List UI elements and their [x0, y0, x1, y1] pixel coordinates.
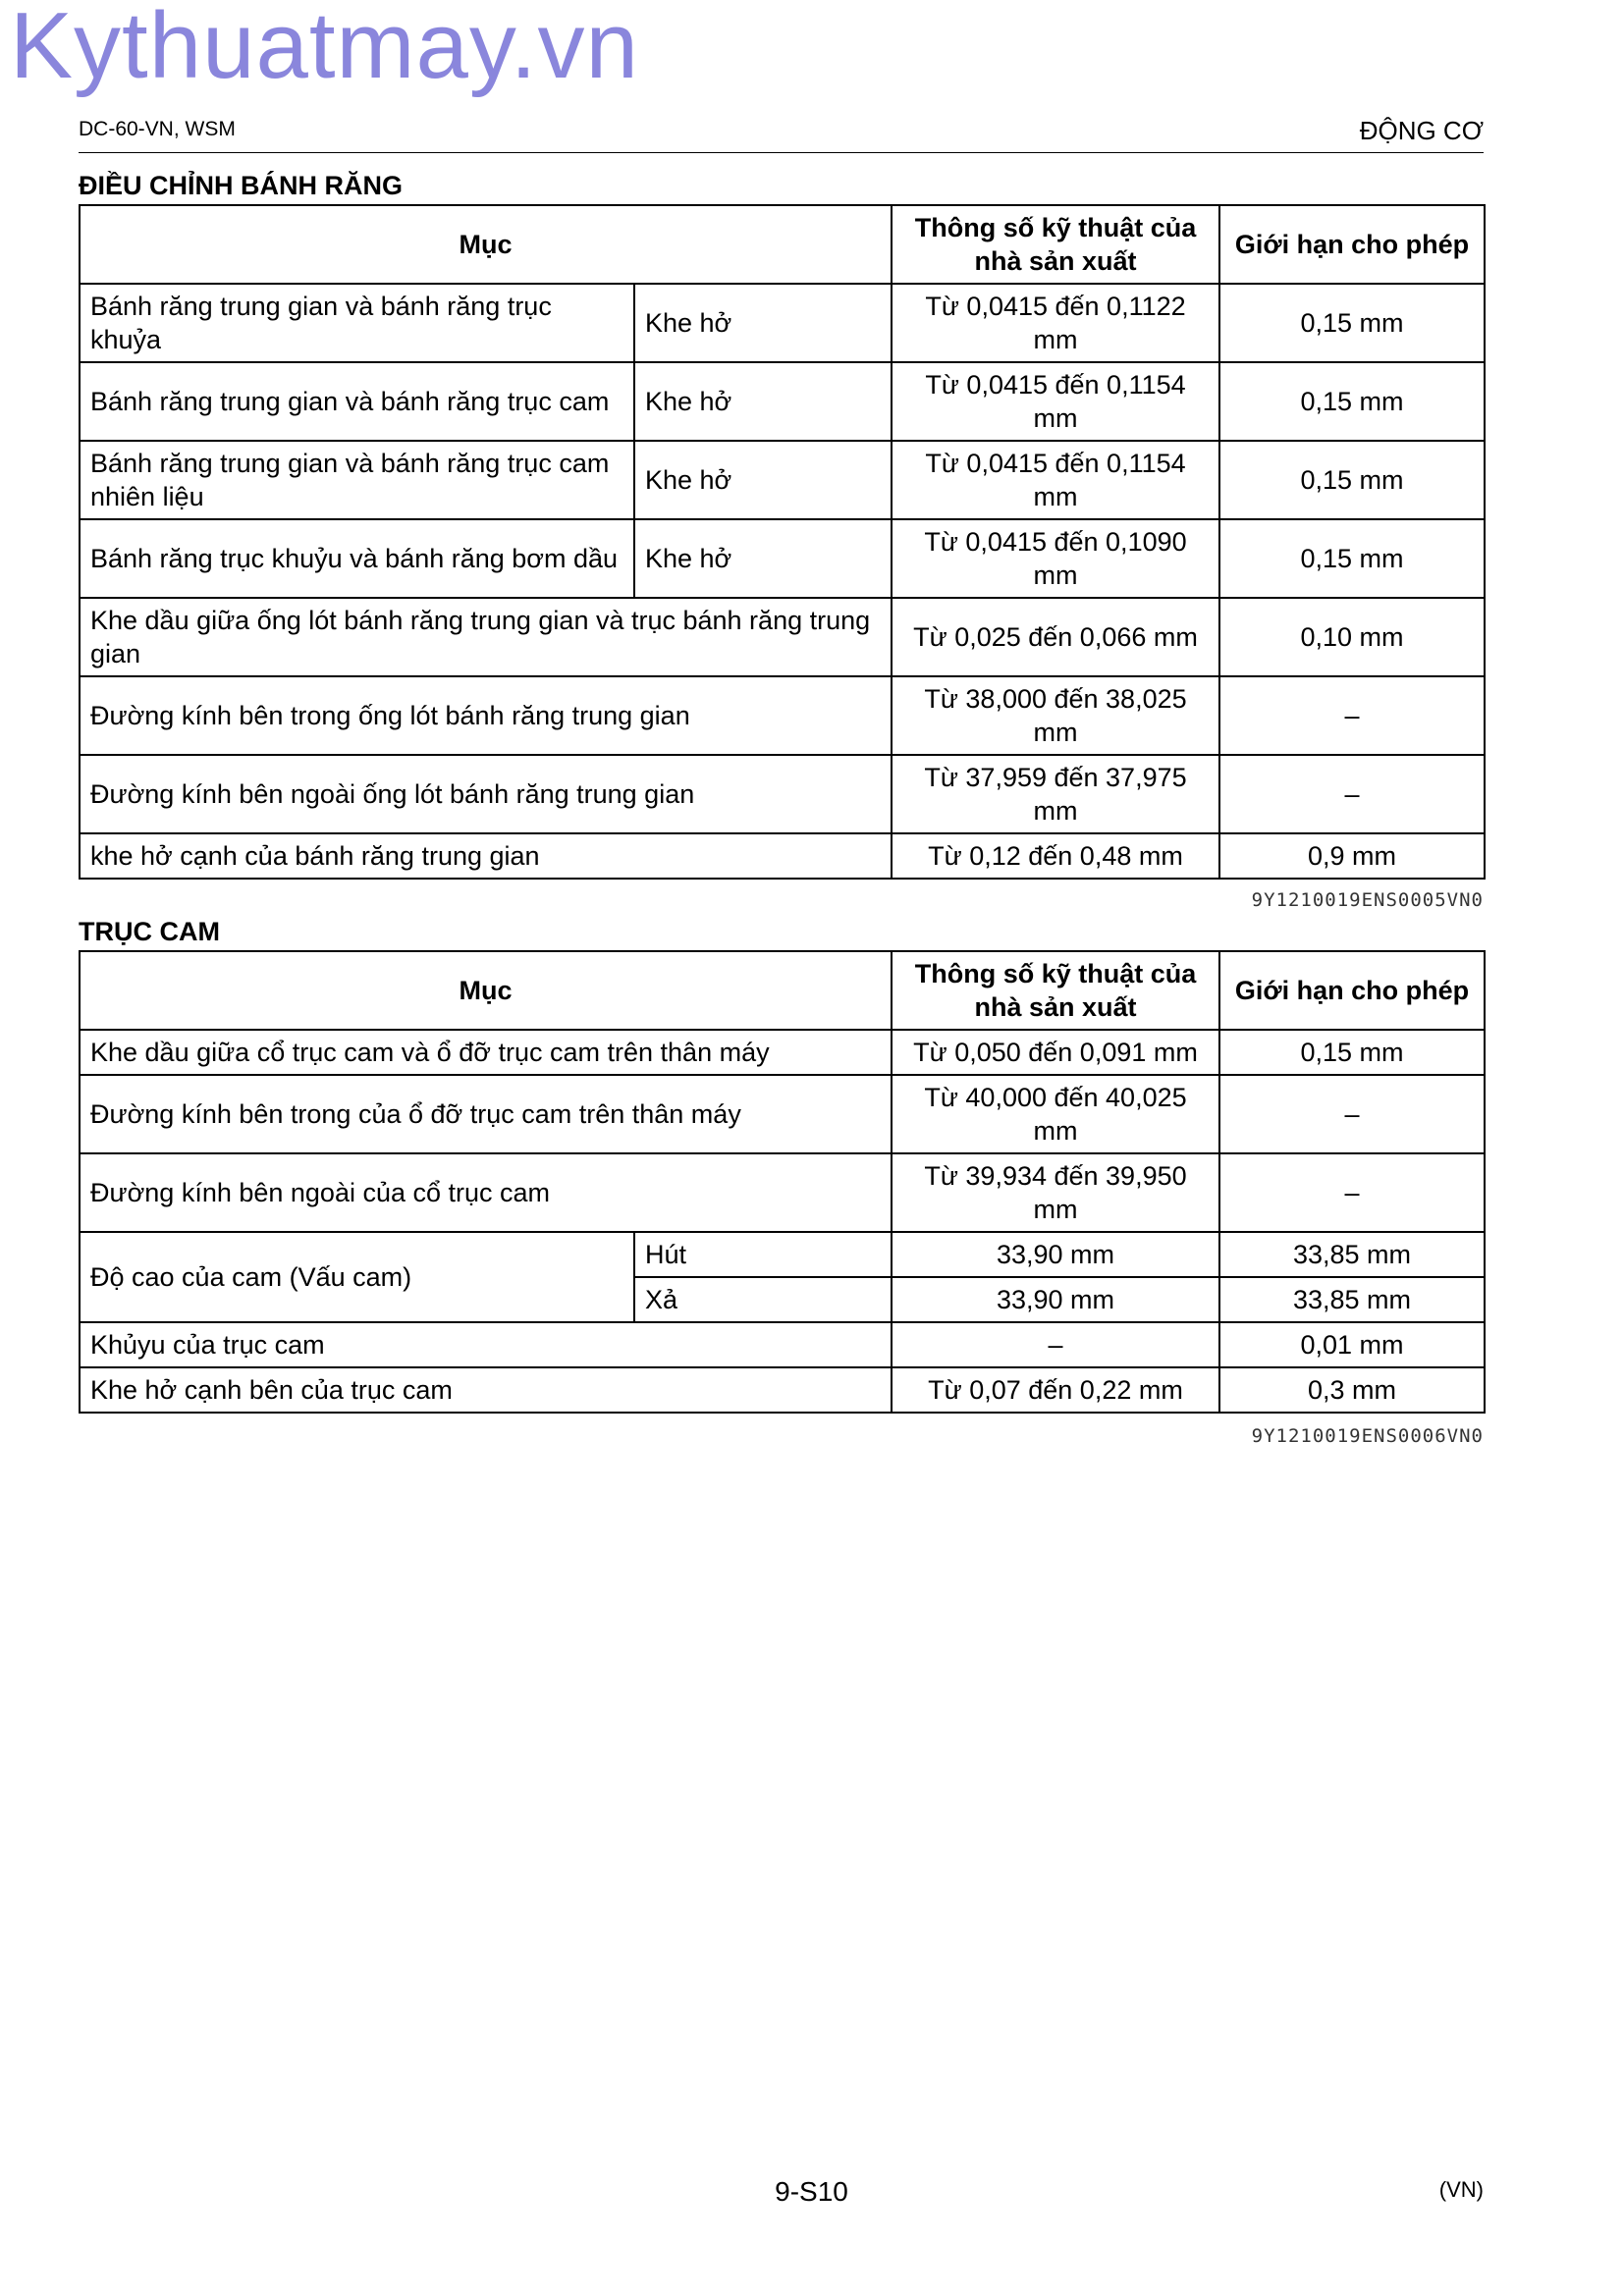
table-row [80, 284, 1485, 362]
row-limit: 0,01 mm [1219, 1322, 1485, 1367]
row-limit: – [1219, 755, 1485, 833]
row-spec: Từ 0,0415 đến 0,1122 mm [892, 284, 1219, 362]
table-row [80, 755, 1485, 833]
col-header-item: Mục [80, 205, 892, 284]
row-spec: Từ 40,000 đến 40,025 mm [892, 1075, 1219, 1153]
table-row [80, 598, 1485, 676]
reference-code: 9Y1210019ENS0006VN0 [1251, 1425, 1484, 1447]
row-item: Bánh răng trung gian và bánh răng trục cam nhiên liệu [80, 441, 634, 519]
row-limit: 0,10 mm [1219, 598, 1485, 676]
col-header-spec: Thông số kỹ thuật của nhà sản xuất [892, 205, 1219, 284]
row-sub: Khe hở [634, 441, 892, 519]
table-row [80, 519, 1485, 598]
language-tag: (VN) [1438, 2177, 1484, 2202]
row-item: Khe hở cạnh bên của trục cam [80, 1367, 892, 1413]
row-spec: 33,90 mm [892, 1277, 1219, 1322]
row-spec: Từ 0,0415 đến 0,1090 mm [892, 519, 1219, 598]
col-header-item: Mục [80, 951, 892, 1030]
page-number: 9-S10 [775, 2176, 848, 2207]
row-spec: Từ 0,050 đến 0,091 mm [892, 1030, 1219, 1075]
row-limit: 0,15 mm [1219, 519, 1485, 598]
row-limit: 0,15 mm [1219, 1030, 1485, 1075]
header-divider [79, 152, 1484, 153]
table-row [80, 1322, 1485, 1367]
row-spec: Từ 0,0415 đến 0,1154 mm [892, 441, 1219, 519]
row-sub: Khe hở [634, 284, 892, 362]
row-item: Bánh răng trục khuỷu và bánh răng bơm dầu [80, 519, 634, 598]
row-spec: – [892, 1322, 1219, 1367]
col-header-limit: Giới hạn cho phép [1219, 951, 1485, 1030]
row-limit: – [1219, 676, 1485, 755]
row-item: Đường kính bên trong ống lót bánh răng trung gian [80, 676, 892, 755]
row-spec: Từ 38,000 đến 38,025 mm [892, 676, 1219, 755]
row-sub: Khe hở [634, 519, 892, 598]
table-row [80, 1075, 1485, 1153]
row-item: Khe dầu giữa ống lót bánh răng trung gian và trục bánh răng trung gian [80, 598, 892, 676]
row-item: Khe dầu giữa cổ trục cam và ổ đỡ trục cam trên thân máy [80, 1030, 892, 1075]
table-row [80, 1030, 1485, 1075]
table-row [80, 1153, 1485, 1232]
row-item: Khủyu của trục cam [80, 1322, 892, 1367]
row-limit: 0,15 mm [1219, 441, 1485, 519]
table-row [80, 362, 1485, 441]
row-limit: 0,15 mm [1219, 362, 1485, 441]
row-sub: Khe hở [634, 362, 892, 441]
row-limit: 33,85 mm [1219, 1232, 1485, 1277]
row-spec: 33,90 mm [892, 1232, 1219, 1277]
row-limit: 33,85 mm [1219, 1277, 1485, 1322]
row-limit: – [1219, 1153, 1485, 1232]
watermark-logo: Kythuatmay.vn [10, 0, 639, 98]
col-header-spec: Thông số kỹ thuật của nhà sản xuất [892, 951, 1219, 1030]
camshaft-spec-table [79, 950, 1486, 1414]
table-row [80, 676, 1485, 755]
section-title-camshaft: TRỤC CAM [79, 917, 220, 946]
reference-code: 9Y1210019ENS0005VN0 [1251, 889, 1484, 911]
row-limit: 0,3 mm [1219, 1367, 1485, 1413]
row-spec: Từ 39,934 đến 39,950 mm [892, 1153, 1219, 1232]
section-title-gear-adjustment: ĐIỀU CHỈNH BÁNH RĂNG [79, 171, 403, 200]
col-header-limit: Giới hạn cho phép [1219, 205, 1485, 284]
row-item: Đường kính bên ngoài của cổ trục cam [80, 1153, 892, 1232]
row-spec: Từ 37,959 đến 37,975 mm [892, 755, 1219, 833]
row-item: khe hở cạnh của bánh răng trung gian [80, 833, 892, 879]
table-row [80, 833, 1485, 879]
row-spec: Từ 0,0415 đến 0,1154 mm [892, 362, 1219, 441]
table-row [80, 1367, 1485, 1413]
row-sub: Hút [634, 1232, 892, 1277]
row-limit: 0,9 mm [1219, 833, 1485, 879]
table-row [80, 441, 1485, 519]
row-item: Bánh răng trung gian và bánh răng trục cam [80, 362, 634, 441]
row-spec: Từ 0,07 đến 0,22 mm [892, 1367, 1219, 1413]
doc-code-header: DC-60-VN, WSM [79, 118, 236, 140]
chapter-title-header: ĐỘNG CƠ [1359, 116, 1484, 145]
row-limit: – [1219, 1075, 1485, 1153]
row-limit: 0,15 mm [1219, 284, 1485, 362]
row-item: Độ cao của cam (Vấu cam) [80, 1232, 634, 1322]
gear-spec-table [79, 204, 1486, 880]
table-row [80, 1232, 1485, 1277]
row-item: Đường kính bên trong của ổ đỡ trục cam trên thân máy [80, 1075, 892, 1153]
row-spec: Từ 0,12 đến 0,48 mm [892, 833, 1219, 879]
row-item: Đường kính bên ngoài ống lót bánh răng trung gian [80, 755, 892, 833]
row-sub: Xả [634, 1277, 892, 1322]
table-header-row [80, 205, 1485, 284]
row-item: Bánh răng trung gian và bánh răng trục khuỷa [80, 284, 634, 362]
table-header-row [80, 951, 1485, 1030]
row-spec: Từ 0,025 đến 0,066 mm [892, 598, 1219, 676]
